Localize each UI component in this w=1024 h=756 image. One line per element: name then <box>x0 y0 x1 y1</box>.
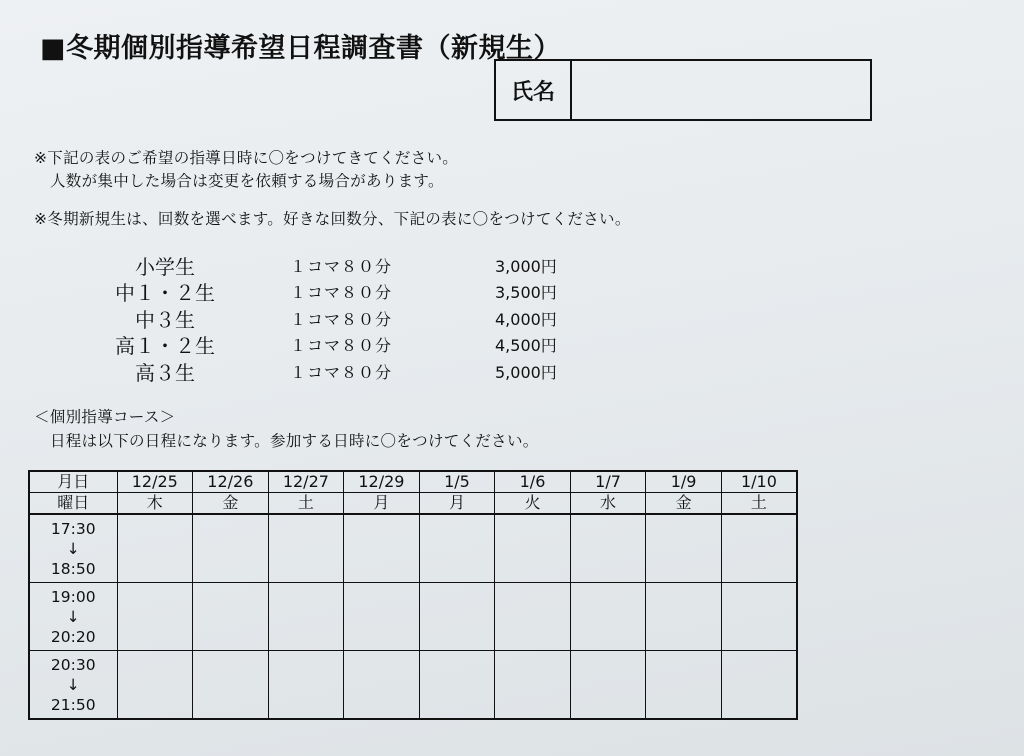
time-slot-label <box>29 651 117 720</box>
date-cell: 1/10 <box>721 471 797 493</box>
date-cell: 12/29 <box>344 471 420 493</box>
schedule-cell[interactable] <box>344 583 420 651</box>
down-arrow-icon: ↓ <box>66 607 80 626</box>
name-label: 氏名 <box>496 61 572 119</box>
price-grade: 小学生 <box>135 254 195 279</box>
slot-start-time: 19:00 <box>50 587 96 606</box>
schedule-cell[interactable] <box>646 583 722 651</box>
day-header-row <box>29 493 797 515</box>
price-amount: 3,000円 <box>495 256 557 276</box>
schedule-cell[interactable] <box>344 651 420 720</box>
date-cell: 1/9 <box>646 471 722 493</box>
slot-start-time: 20:30 <box>50 655 96 674</box>
instruction-line-1: ※下記の表のご希望の指導日時に〇をつけてきてください。 <box>34 149 459 167</box>
slot-end-time: 21:50 <box>50 695 96 714</box>
schedule-cell[interactable] <box>646 651 722 720</box>
date-cell: 1/7 <box>570 471 646 493</box>
price-unit: １コマ８０分 <box>290 282 393 302</box>
schedule-cell[interactable] <box>419 583 495 651</box>
weekday-cell: 月 <box>344 493 420 515</box>
price-grade: 中１・２生 <box>115 280 215 305</box>
schedule-cell[interactable] <box>570 651 646 720</box>
weekday-cell: 金 <box>646 493 722 515</box>
schedule-cell[interactable] <box>268 651 344 720</box>
schedule-cell[interactable] <box>721 514 797 583</box>
day-header-label: 曜日 <box>29 493 117 515</box>
price-unit: １コマ８０分 <box>290 362 393 382</box>
instruction-line-2: 人数が集中した場合は変更を依頼する場合があります。 <box>50 172 444 190</box>
price-row <box>80 331 557 358</box>
price-row <box>80 358 557 385</box>
weekday-cell: 土 <box>268 493 344 515</box>
slot-start-time: 17:30 <box>50 519 96 538</box>
price-amount: 4,500円 <box>495 335 557 355</box>
schedule-table <box>28 470 798 720</box>
date-cell: 12/27 <box>268 471 344 493</box>
schedule-cell[interactable] <box>721 651 797 720</box>
date-cell: 12/26 <box>193 471 269 493</box>
time-slot-label <box>29 583 117 651</box>
schedule-cell[interactable] <box>268 583 344 651</box>
date-cell: 1/6 <box>495 471 571 493</box>
course-description: 日程は以下の日程になります。参加する日時に〇をつけてください。 <box>50 432 539 450</box>
instruction-line-3: ※冬期新規生は、回数を選べます。好きな回数分、下記の表に〇をつけてください。 <box>34 210 631 228</box>
schedule-cell[interactable] <box>117 651 193 720</box>
price-unit: １コマ８０分 <box>290 335 393 355</box>
time-slot-label <box>29 514 117 583</box>
date-cell: 1/5 <box>419 471 495 493</box>
course-heading: ＜個別指導コース＞ <box>34 408 176 426</box>
schedule-cell[interactable] <box>419 514 495 583</box>
weekday-cell: 木 <box>117 493 193 515</box>
price-row <box>80 278 557 305</box>
schedule-cell[interactable] <box>193 514 269 583</box>
time-slot-row <box>29 651 797 720</box>
name-field-box <box>494 59 872 121</box>
schedule-cell[interactable] <box>495 514 571 583</box>
down-arrow-icon: ↓ <box>66 539 80 558</box>
price-row <box>80 305 557 332</box>
slot-end-time: 20:20 <box>50 627 96 646</box>
schedule-cell[interactable] <box>117 514 193 583</box>
down-arrow-icon: ↓ <box>66 675 80 694</box>
schedule-cell[interactable] <box>419 651 495 720</box>
slot-end-time: 18:50 <box>50 559 96 578</box>
weekday-cell: 月 <box>419 493 495 515</box>
date-header-label: 月日 <box>29 471 117 493</box>
schedule-cell[interactable] <box>721 583 797 651</box>
document-title: ■冬期個別指導希望日程調査書（新規生） <box>40 33 562 64</box>
schedule-cell[interactable] <box>117 583 193 651</box>
schedule-cell[interactable] <box>495 651 571 720</box>
schedule-cell[interactable] <box>268 514 344 583</box>
price-grade: 中３生 <box>135 307 195 332</box>
price-grade: 高３生 <box>135 360 195 385</box>
price-unit: １コマ８０分 <box>290 256 393 276</box>
schedule-cell[interactable] <box>570 583 646 651</box>
time-slot-row <box>29 583 797 651</box>
price-amount: 5,000円 <box>495 362 557 382</box>
price-grade: 高１・２生 <box>115 333 215 358</box>
time-slot-row <box>29 514 797 583</box>
schedule-cell[interactable] <box>193 583 269 651</box>
weekday-cell: 水 <box>570 493 646 515</box>
weekday-cell: 火 <box>495 493 571 515</box>
schedule-cell[interactable] <box>193 651 269 720</box>
weekday-cell: 土 <box>721 493 797 515</box>
weekday-cell: 金 <box>193 493 269 515</box>
price-unit: １コマ８０分 <box>290 309 393 329</box>
name-input-area[interactable] <box>572 61 870 119</box>
date-cell: 12/25 <box>117 471 193 493</box>
schedule-cell[interactable] <box>570 514 646 583</box>
price-amount: 4,000円 <box>495 309 557 329</box>
schedule-cell[interactable] <box>344 514 420 583</box>
price-row <box>80 252 557 279</box>
schedule-cell[interactable] <box>646 514 722 583</box>
date-header-row <box>29 471 797 493</box>
schedule-cell[interactable] <box>495 583 571 651</box>
price-amount: 3,500円 <box>495 282 557 302</box>
